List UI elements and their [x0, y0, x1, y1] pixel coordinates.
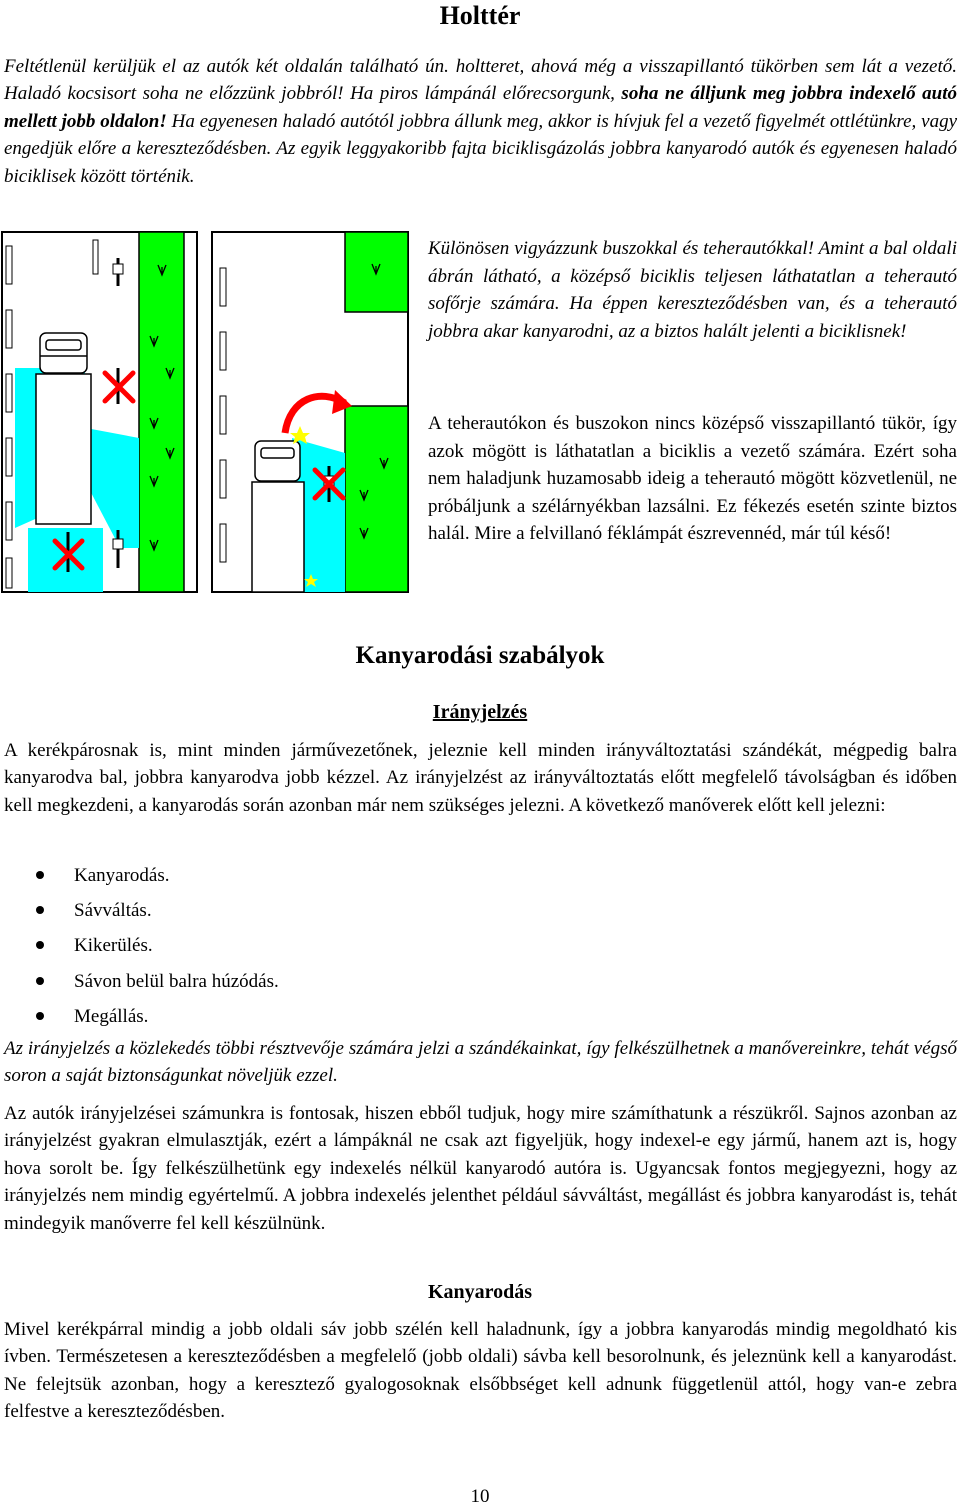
- section-title: Kanyarodási szabályok: [355, 642, 605, 669]
- right-road-panel: [212, 232, 408, 592]
- iranyjelzes-paragraph-2: Az autók irányjelzései számunkra is fontosak, hiszen ebből tudjuk, hogy mire számíthatunk a részükről. Sajnos azonban az irányjelzést gyakran elmulasztják, ezért a lámpáknál ne csak azt figyeljük, hogy indexel-e egy jármű, hanem azt is, hogy hova sorolt be. Így felkészülhetünk egy indexelés nélkül kanyarodó autóra is. Ugyancsak fontos megjegyezni, hogy az irányjelzés nem mindig egyértelmű. A jobbra indexelés jelenthet például sávváltást, megállást és jobbra kanyarodást is, tehát mindegyik manőverre fel kell készülnünk.: [4, 1103, 957, 1234]
- intro-paragraph: [4, 53, 957, 190]
- side-paragraph-1: Különösen vigyázzunk buszokkal és teherautókkal! Amint a bal oldali ábrán látható, a középső biciklis teljesen láthatatlan a teherautó sofőrje számára. Ha éppen kereszteződésben van, és a teherautó jobbra akar kanyarodni, az a biztos halált jelenti a biciklisnek!: [428, 238, 957, 342]
- list-item: Kikerülés.: [0, 928, 600, 963]
- list-item: Sávváltás.: [0, 893, 600, 928]
- maneuver-list: [0, 858, 600, 1034]
- intro-text-1: Feltétlenül kerüljük el az autók két oldalán található ún. holtteret, ahová még a visszapillantó tükörben sem lát a vezető. Haladó kocsisort soha ne előzzünk jobbról! Ha piros lámpánál előrecsorgunk,: [4, 56, 957, 105]
- blind-spot-diagram: [0, 228, 420, 600]
- list-item: Sávon belül balra húzódás.: [0, 964, 600, 999]
- page-number: 10: [470, 1486, 490, 1507]
- iranyjelzes-italic-paragraph: Az irányjelzés a közlekedés többi résztvevője számára jelzi a szándékainkat, így felkészülhetnek a manővereinkre, tehát végső soron a saját biztonságunkat növeljük ezzel.: [4, 1038, 957, 1087]
- turning-truck-icon: [252, 441, 304, 592]
- left-road-panel: [2, 232, 197, 592]
- subsection-heading-iranyjelzes: Irányjelzés: [432, 701, 528, 723]
- iranyjelzes-paragraph: A kerékpárosnak is, mint minden járművezetőnek, jeleznie kell minden irányváltoztatási szándékát, mégpedig balra kanyarodva bal, jobbra kanyarodva jobb kézzel. Az irányjelzést az irányváltoztatás előtt megfelelő távolságban és időben kell megkezdeni, a kanyarodás során azonban már nem szükséges jelezni. A következő manőverek előtt kell jelezni:: [4, 740, 957, 816]
- intro-warning-bold: soha ne álljunk meg jobbra indexelő autó mellett jobb oldalon!: [4, 83, 957, 132]
- list-item: Kanyarodás.: [0, 858, 600, 893]
- kanyarodas-paragraph: Mivel kerékpárral mindig a jobb oldali sáv jobb szélén kell haladnunk, így a jobbra kanyarodás mindig megoldható kis ívben. Természetesen a kereszteződésben a megfelelő (jobb oldali) sávba kell besorolnunk, és jeleznünk kell a kanyarodást. Ne felejtsük azonban, hogy a keresztező gyalogosoknak elsőbbséget kell adnunk függetlenül attól, hogy van-e zebra felfestve a kereszteződésben.: [4, 1319, 957, 1423]
- grass-block-bottom: [345, 406, 408, 592]
- truck-icon: [36, 333, 91, 524]
- list-item: Megállás.: [0, 999, 600, 1034]
- intro-text-2: Ha egyenesen haladó autótól jobbra állunk meg, akkor is hívjuk fel a vezető figyelmét ottlétünkre, vagy engedjük előre a kereszteződésben. Az egyik leggyakoribb fajta biciklisgázolás jobbra kanyarodó autók és egyenesen haladó biciklisek között történik.: [4, 110, 958, 187]
- subsection-heading-kanyarodas: Kanyarodás: [427, 1281, 533, 1303]
- grass-strip: [139, 232, 184, 592]
- side-paragraph-2: A teherautókon és buszokon nincs középső visszapillantó tükör, így azok mögött is láthatatlan a biciklis a vezető számára. Ezért soha nem haladjunk huzamosabb ideig a teherautó mögött közvetlenül, ne próbáljunk a szélárnyékban lazsálni. Ez fékezés esetén szinte biztos halál. Mire a felvillanó féklámpát észrevennéd, már túl késő!: [428, 413, 957, 544]
- page-title: Holttér: [439, 1, 521, 30]
